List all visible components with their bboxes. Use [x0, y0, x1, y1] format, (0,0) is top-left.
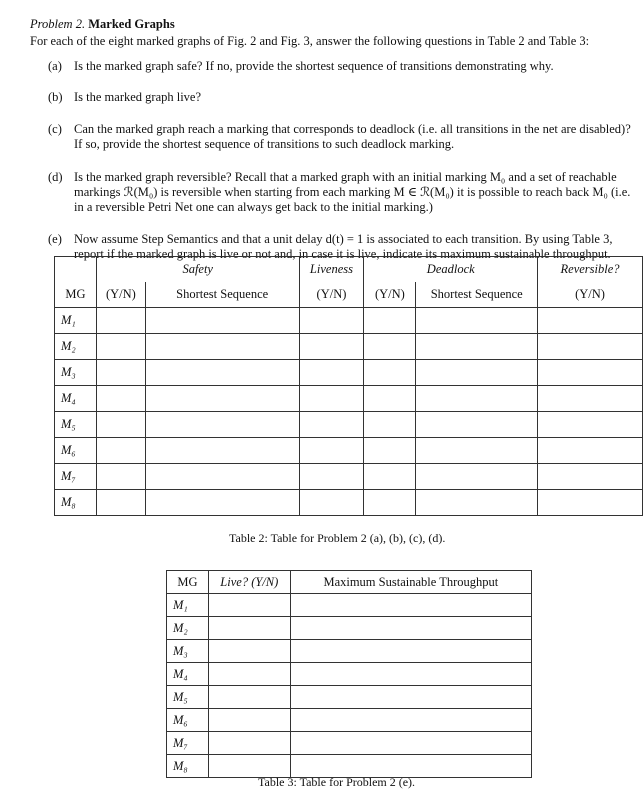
answer-cell[interactable] [208, 640, 290, 663]
answer-cell[interactable] [364, 386, 416, 412]
problem-title [30, 17, 175, 32]
answer-cell[interactable] [208, 617, 290, 640]
table-row [55, 308, 643, 334]
answer-cell[interactable] [145, 360, 299, 386]
answer-cell[interactable] [145, 490, 299, 516]
row-label: M₈ [55, 490, 97, 516]
table-group-header [55, 257, 643, 283]
answer-cell[interactable] [416, 386, 538, 412]
question-text: Is the marked graph reversible? Recall that a marked graph with an initial marking M₀ and a set of reachable markings ℛ(M₀) is reversible when starting from each marking M ∈ ℛ(M₀) it is possible to reach back M₀ (i.e. in a reversible Petri Net one can always get back to the initial marking.) [74, 170, 631, 214]
answer-cell[interactable] [145, 438, 299, 464]
answer-cell[interactable] [299, 464, 364, 490]
problem-heading: Marked Graphs [88, 17, 175, 31]
answer-cell[interactable] [538, 438, 643, 464]
table-row [55, 464, 643, 490]
answer-cell[interactable] [364, 412, 416, 438]
answer-cell[interactable] [364, 438, 416, 464]
row-label: M₇ [55, 464, 97, 490]
answer-cell[interactable] [416, 438, 538, 464]
answer-cell[interactable] [364, 334, 416, 360]
row-label: M₇ [167, 732, 209, 755]
answer-cell[interactable] [364, 464, 416, 490]
table-row [167, 686, 532, 709]
answer-cell[interactable] [538, 334, 643, 360]
answer-cell[interactable] [145, 464, 299, 490]
row-label: M₆ [55, 438, 97, 464]
answer-cell[interactable] [538, 308, 643, 334]
answer-cell[interactable] [538, 360, 643, 386]
answer-cell[interactable] [538, 386, 643, 412]
answer-cell[interactable] [416, 490, 538, 516]
table-row [55, 360, 643, 386]
header-safe-yn: (Y/N) [96, 282, 145, 308]
question-label: (c) [48, 122, 62, 136]
answer-cell[interactable] [364, 490, 416, 516]
row-label: M₈ [167, 755, 209, 778]
answer-cell[interactable] [290, 617, 531, 640]
row-label: M₅ [167, 686, 209, 709]
answer-cell[interactable] [538, 412, 643, 438]
question-d [48, 170, 642, 215]
header-reversible: Reversible? [538, 257, 643, 283]
answer-cell[interactable] [290, 686, 531, 709]
table-row [55, 386, 643, 412]
answer-cell[interactable] [96, 464, 145, 490]
table-row [167, 594, 532, 617]
row-label: M₂ [55, 334, 97, 360]
answer-cell[interactable] [538, 464, 643, 490]
answer-cell[interactable] [299, 412, 364, 438]
question-b [48, 90, 642, 105]
table-2-caption: Table 2: Table for Problem 2 (a), (b), (c), (d). [229, 531, 446, 545]
row-label: M₆ [167, 709, 209, 732]
header-deadlock-sequence: Shortest Sequence [416, 282, 538, 308]
answer-cell[interactable] [290, 709, 531, 732]
answer-cell[interactable] [416, 412, 538, 438]
answer-cell[interactable] [208, 732, 290, 755]
question-a [48, 59, 642, 74]
answer-cell[interactable] [96, 360, 145, 386]
question-label: (d) [48, 170, 63, 184]
answer-cell[interactable] [96, 386, 145, 412]
table-3 [166, 570, 532, 778]
answer-cell[interactable] [96, 438, 145, 464]
table-row [167, 617, 532, 640]
answer-cell[interactable] [290, 732, 531, 755]
answer-cell[interactable] [299, 308, 364, 334]
answer-cell[interactable] [299, 360, 364, 386]
answer-cell[interactable] [299, 490, 364, 516]
answer-cell[interactable] [416, 308, 538, 334]
header-safety-sequence: Shortest Sequence [145, 282, 299, 308]
table-row [55, 490, 643, 516]
table-row [167, 640, 532, 663]
answer-cell[interactable] [208, 663, 290, 686]
table-row [167, 663, 532, 686]
question-text: Now assume Step Semantics and that a unit delay d(t) = 1 is associated to each transition. By using Table 3, report if the marked graph is live or not and, in case it is live, indicate its maximum sustainable throughput. [74, 232, 613, 261]
answer-cell[interactable] [290, 640, 531, 663]
answer-cell[interactable] [208, 686, 290, 709]
header-safety: Safety [96, 257, 299, 283]
header-deadlock: Deadlock [364, 257, 538, 283]
answer-cell[interactable] [208, 594, 290, 617]
question-text: Is the marked graph safe? If no, provide the shortest sequence of transitions demonstrating why. [74, 59, 554, 73]
row-label: M₁ [55, 308, 97, 334]
question-label: (b) [48, 90, 63, 104]
row-label: M₄ [167, 663, 209, 686]
header-live-yn: (Y/N) [299, 282, 364, 308]
answer-cell[interactable] [208, 709, 290, 732]
table-row [55, 438, 643, 464]
answer-cell[interactable] [145, 334, 299, 360]
table-row [167, 709, 532, 732]
row-label: M₄ [55, 386, 97, 412]
question-label: (a) [48, 59, 62, 73]
table-row [55, 334, 643, 360]
header-liveness: Liveness [299, 257, 364, 283]
header-live: Live? (Y/N) [208, 571, 290, 594]
question-text: Is the marked graph live? [74, 90, 202, 104]
row-label: M₃ [55, 360, 97, 386]
question-text: Can the marked graph reach a marking that corresponds to deadlock (i.e. all transitions in the net are disabled)? If so, provide the shortest sequence of transitions to such deadlock marking. [74, 122, 631, 151]
answer-cell[interactable] [416, 360, 538, 386]
table-row [167, 732, 532, 755]
answer-cell[interactable] [290, 663, 531, 686]
table-3-caption: Table 3: Table for Problem 2 (e). [258, 775, 416, 789]
problem-label: Problem 2. [30, 17, 86, 31]
question-c [48, 122, 642, 152]
answer-cell[interactable] [299, 386, 364, 412]
header-throughput: Maximum Sustainable Throughput [290, 571, 531, 594]
answer-cell[interactable] [96, 412, 145, 438]
answer-cell[interactable] [416, 334, 538, 360]
answer-cell[interactable] [145, 386, 299, 412]
problem-intro: For each of the eight marked graphs of Fig. 2 and Fig. 3, answer the following questions in Table 2 and Table 3: [30, 34, 590, 48]
answer-cell[interactable] [299, 334, 364, 360]
answer-cell[interactable] [364, 308, 416, 334]
row-label: M₃ [167, 640, 209, 663]
question-label: (e) [48, 232, 62, 246]
answer-cell[interactable] [364, 360, 416, 386]
answer-cell[interactable] [538, 490, 643, 516]
answer-cell[interactable] [299, 438, 364, 464]
answer-cell[interactable] [96, 334, 145, 360]
answer-cell[interactable] [145, 308, 299, 334]
row-label: M₂ [167, 617, 209, 640]
answer-cell[interactable] [416, 464, 538, 490]
answer-cell[interactable] [96, 490, 145, 516]
table-row [55, 412, 643, 438]
header-mg: MG [55, 282, 97, 308]
header-mg: MG [167, 571, 209, 594]
answer-cell[interactable] [290, 594, 531, 617]
row-label: M₁ [167, 594, 209, 617]
table-2 [54, 256, 643, 516]
answer-cell[interactable] [96, 308, 145, 334]
header-reversible-yn: (Y/N) [538, 282, 643, 308]
row-label: M₅ [55, 412, 97, 438]
table-header [55, 282, 643, 308]
table-header [167, 571, 532, 594]
header-deadlock-yn: (Y/N) [364, 282, 416, 308]
answer-cell[interactable] [145, 412, 299, 438]
